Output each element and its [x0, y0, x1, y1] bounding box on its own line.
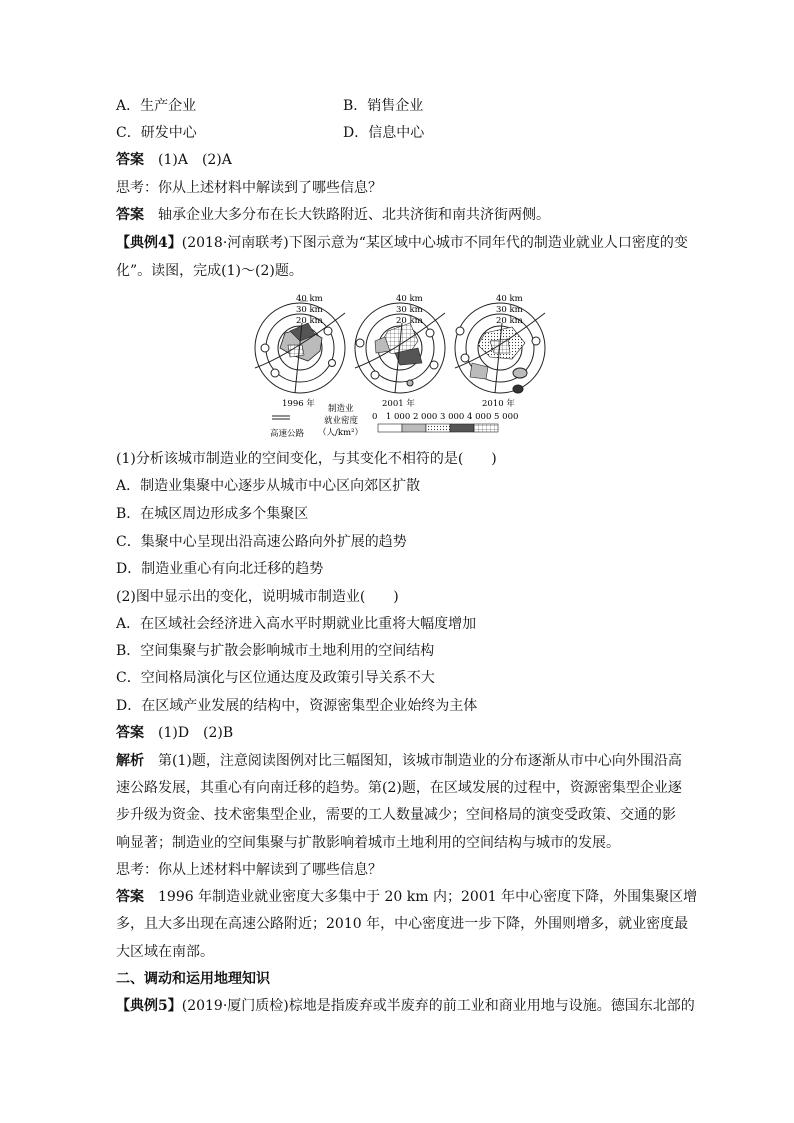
q1-option-d: D．制造业重心有向北迁移的趋势	[116, 561, 324, 577]
example4-answer2-text-1: 1996 年制造业就业密度大多集中于 20 km 内；2001 年中心密度下降，外围集聚区增	[158, 889, 698, 905]
analysis-line-2: 速公路发展，其重心有向南迁移的趋势。第(2)题，在区域发展的过程中，资源密集型企业逐	[116, 780, 682, 796]
ring-label-20: 20 km	[296, 316, 323, 326]
q1-option-b: B．在城区周边形成多个集聚区	[116, 506, 309, 522]
map-1996	[255, 294, 345, 409]
legend-highway: 高速公路	[270, 429, 305, 439]
map-2001	[355, 294, 445, 409]
ring-label-40: 40 km	[296, 294, 323, 304]
q2-option-a: A．在区域社会经济进入高水平时期就业比重将大幅度增加	[116, 616, 477, 632]
legend-title-2: 就业密度	[324, 416, 359, 426]
example4-answer	[116, 723, 233, 743]
example4-answer2-label: 答案	[116, 889, 144, 905]
legend-scale: 0 1 000 2 000 3 000 4 000 5 000	[372, 412, 519, 422]
ring-label-30-2001: 30 km	[396, 305, 423, 315]
example4-think: 思考：你从上述材料中解读到了哪些信息？	[116, 862, 382, 878]
analysis-label: 解析	[116, 753, 144, 769]
q1-option-a: A．制造业集聚中心逐步从城市中心区向郊区扩散	[116, 478, 421, 494]
example5-line	[116, 996, 695, 1016]
legend-title-3: （人/km²）	[318, 428, 363, 438]
q2-option-b: B．空间集聚与扩散会影响城市土地利用的空间结构	[116, 643, 435, 659]
section-2-heading: 二、调动和运用地理知识	[116, 971, 270, 987]
answer2-label: 答案	[116, 207, 144, 223]
ring-label-30-2010: 30 km	[496, 305, 523, 315]
option-d: D．信息中心	[343, 125, 425, 141]
answer-line	[116, 150, 232, 170]
example4-answer2-line-3: 大区域在南部。	[116, 944, 214, 960]
example4-answer-label: 答案	[116, 725, 144, 741]
example4-answer2-line-1	[116, 887, 697, 907]
example4-tag: 【典例4】	[116, 235, 182, 251]
answer2-text: 轴承企业大多分布在长大铁路附近、北共济街和南共济街两侧。	[158, 207, 550, 223]
option-b: B．销售企业	[343, 98, 424, 114]
analysis-text-1: 第(1)题，注意阅读图例对比三幅图知，该城市制造业的分布逐渐从市中心向外围沿高	[158, 753, 682, 769]
ring-label-40-2010: 40 km	[496, 294, 523, 304]
ring-label-20-2010: 20 km	[496, 316, 523, 326]
legend-title-1: 制造业	[328, 404, 354, 414]
q2-option-d: D．在区域产业发展的结构中，资源密集型企业始终为主体	[116, 698, 478, 714]
example4-intro-text: (2018·河南联考)下图示意为“某区域中心城市不同年代的制造业就业人口密度的变	[181, 235, 688, 251]
answer-label: 答案	[116, 152, 144, 168]
ring-label-40-2001: 40 km	[396, 294, 423, 304]
example4-answer-text: (1)D (2)B	[158, 725, 234, 741]
question-2: (2)图中显示出的变化，说明城市制造业( )	[116, 589, 399, 605]
city-density-figure	[250, 293, 550, 443]
analysis-line-1	[116, 751, 682, 771]
example5-tag: 【典例5】	[116, 998, 182, 1014]
example4-intro-2: 化”。读图，完成(1)～(2)题。	[116, 263, 303, 279]
ring-label-30: 30 km	[296, 305, 323, 315]
analysis-line-4: 响显著；制造业的空间集聚与扩散影响着城市土地利用的空间结构与城市的发展。	[116, 835, 620, 851]
analysis-line-3: 步升级为资金、技术密集型企业，需要的工人数量减少；空间格局的演变受政策、交通的影	[116, 807, 676, 823]
example4-intro-1	[116, 233, 688, 253]
question-1: (1)分析该城市制造业的空间变化，与其变化不相符的是( )	[116, 451, 497, 467]
ring-label-20-2001: 20 km	[396, 316, 423, 326]
think-line: 思考：你从上述材料中解读到了哪些信息？	[116, 180, 382, 196]
map-2010	[455, 294, 545, 409]
example5-text: (2019·厦门质检)棕地是指废弃或半废弃的前工业和商业用地与设施。德国东北部的	[181, 998, 695, 1014]
option-a: A．生产企业	[116, 98, 197, 114]
q2-option-c: C．空间格局演化与区位通达度及政策引导关系不大	[116, 670, 435, 686]
example4-answer2-line-2: 多，且大多出现在高速公路附近；2010 年，中心密度进一步下降，外围则增多，就业密度最	[116, 916, 689, 932]
year-1996: 1996 年	[282, 399, 315, 409]
q1-option-c: C．集聚中心呈现出沿高速公路向外扩展的趋势	[116, 534, 407, 550]
answer-text: (1)A (2)A	[158, 152, 232, 168]
year-2001: 2001 年	[382, 399, 415, 409]
answer2-line	[116, 205, 550, 225]
year-2010: 2010 年	[482, 399, 515, 409]
option-c: C．研发中心	[116, 125, 197, 141]
